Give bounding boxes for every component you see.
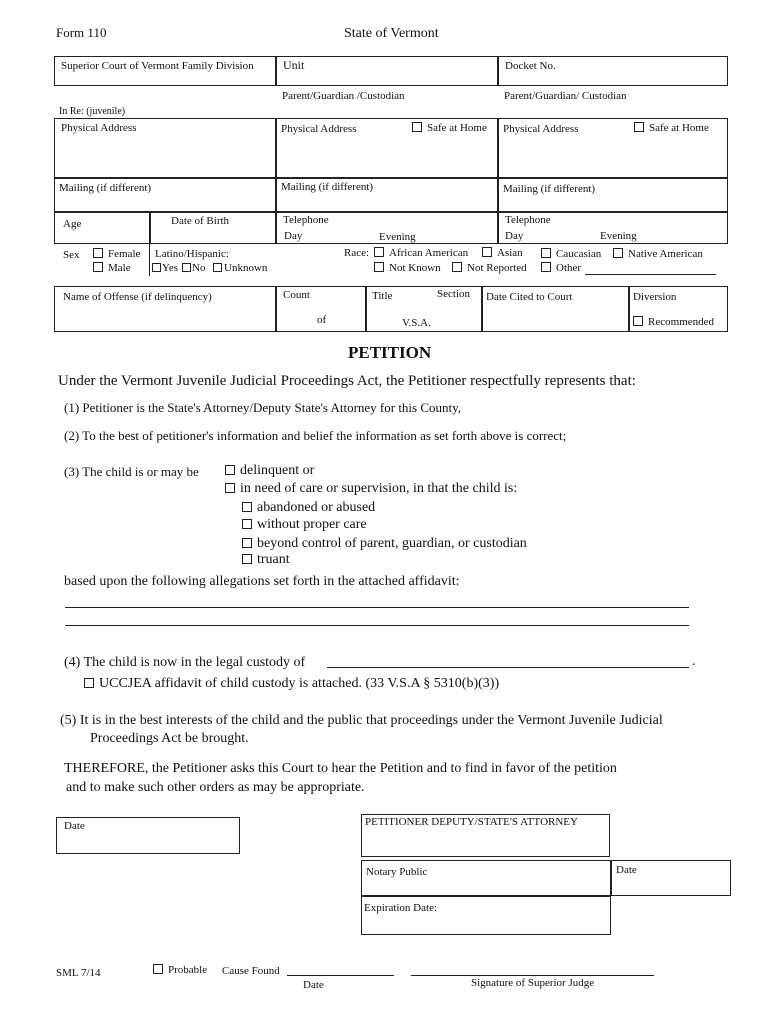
race-not-known[interactable] bbox=[374, 262, 441, 274]
petitioner-label: PETITIONER DEPUTY/STATE'S ATTORNEY bbox=[365, 816, 578, 828]
item-5-line-1: (5) It is in the best interests of the child and the public that proceedings under the Vermont Juvenile Judicial bbox=[60, 713, 663, 728]
parent2-address-cell[interactable] bbox=[498, 118, 728, 178]
checkbox-icon[interactable] bbox=[182, 263, 191, 272]
probable-label: Probable bbox=[168, 964, 208, 976]
therefore-line-2: and to make such other orders as may be appropriate. bbox=[66, 780, 365, 795]
cause-found-label: Cause Found bbox=[222, 965, 280, 977]
notary-date-box[interactable] bbox=[611, 860, 731, 896]
docket-cell[interactable] bbox=[498, 56, 728, 86]
race-not-reported[interactable] bbox=[452, 262, 527, 274]
probable-option[interactable] bbox=[153, 964, 207, 976]
judge-signature-field[interactable] bbox=[411, 975, 654, 976]
latino-label: Latino/Hispanic: bbox=[155, 248, 229, 260]
parent1-telephone-cell[interactable] bbox=[276, 212, 498, 244]
delinquent-label: delinquent or bbox=[240, 463, 315, 478]
checkbox-icon[interactable] bbox=[242, 502, 252, 512]
african-american-label: African American bbox=[389, 247, 469, 259]
parent1-address-label: Physical Address bbox=[281, 123, 357, 135]
truant-label: truant bbox=[257, 552, 290, 567]
docket-label: Docket No. bbox=[505, 60, 556, 72]
parent1-safe-at-home[interactable] bbox=[412, 122, 487, 134]
age-cell[interactable] bbox=[54, 212, 150, 244]
diversion-recommended[interactable] bbox=[633, 316, 714, 328]
allegations-text: based upon the following allegations set forth in the attached affidavit: bbox=[64, 574, 460, 589]
unknown-label: Unknown bbox=[224, 262, 268, 274]
diversion-cell[interactable] bbox=[629, 286, 728, 332]
latino-no-option[interactable] bbox=[182, 262, 205, 274]
title-label: Title bbox=[372, 290, 393, 302]
race-asian[interactable] bbox=[482, 247, 523, 259]
parent2-evening-label: Evening bbox=[600, 230, 637, 242]
checkbox-icon[interactable] bbox=[93, 248, 103, 258]
notary-box[interactable] bbox=[361, 860, 611, 896]
in-need-label: in need of care or supervision, in that the child is: bbox=[240, 481, 518, 496]
item-4: (4) The child is now in the legal custody of bbox=[64, 655, 306, 670]
age-label: Age bbox=[63, 218, 82, 230]
cause-date-label: Date bbox=[303, 979, 324, 991]
date-cited-cell[interactable] bbox=[482, 286, 629, 332]
asian-label: Asian bbox=[497, 247, 523, 259]
checkbox-icon[interactable] bbox=[152, 263, 161, 272]
dob-label: Date of Birth bbox=[171, 215, 230, 227]
parent2-telephone-cell[interactable] bbox=[498, 212, 728, 244]
parent2-day-label: Day bbox=[505, 230, 524, 242]
checkbox-icon[interactable] bbox=[541, 248, 551, 258]
unit-cell[interactable] bbox=[276, 56, 498, 86]
parent1-day-label: Day bbox=[284, 230, 303, 242]
dob-cell[interactable] bbox=[150, 212, 276, 244]
notary-date-label: Date bbox=[616, 864, 637, 876]
race-other[interactable] bbox=[541, 262, 581, 274]
parent2-mailing-label: Mailing (if different) bbox=[503, 183, 596, 195]
checkbox-icon[interactable] bbox=[412, 122, 422, 132]
latino-yes-option[interactable] bbox=[152, 262, 178, 274]
petition-intro: Under the Vermont Juvenile Judicial Proceedings Act, the Petitioner respectfully represents that: bbox=[58, 373, 636, 389]
uccjea-option[interactable] bbox=[84, 676, 499, 692]
count-cell[interactable] bbox=[276, 286, 366, 332]
checkbox-icon[interactable] bbox=[84, 678, 94, 688]
parent2-telephone-label: Telephone bbox=[505, 214, 551, 226]
cause-date-field[interactable] bbox=[287, 975, 394, 976]
juvenile-mailing-label: Mailing (if different) bbox=[59, 182, 152, 194]
item-3: (3) The child is or may be bbox=[64, 464, 199, 479]
allegations-line-1[interactable] bbox=[65, 607, 689, 608]
date-cited-label: Date Cited to Court bbox=[486, 291, 573, 303]
parent2-mailing-cell[interactable] bbox=[498, 178, 728, 212]
item-4-period: . bbox=[692, 654, 696, 669]
offense-name-cell[interactable] bbox=[54, 286, 276, 332]
parent1-evening-label: Evening bbox=[379, 231, 416, 243]
state-title: State of Vermont bbox=[344, 26, 439, 41]
court-label: Superior Court of Vermont Family Division bbox=[61, 60, 254, 72]
without-care-label: without proper care bbox=[257, 517, 367, 532]
judge-signature-label: Signature of Superior Judge bbox=[471, 977, 595, 989]
parent1-label: Parent/Guardian /Custodian bbox=[282, 90, 405, 102]
other-label: Other bbox=[556, 262, 582, 274]
safe-at-home-label: Safe at Home bbox=[649, 122, 709, 134]
uccjea-label: UCCJEA affidavit of child custody is attached. (33 V.S.A § 5310(b)(3)) bbox=[99, 676, 500, 691]
sml-code: SML 7/14 bbox=[56, 967, 101, 979]
allegations-line-2[interactable] bbox=[65, 625, 689, 626]
juvenile-address-label: Physical Address bbox=[61, 122, 137, 134]
abandoned-option[interactable] bbox=[242, 500, 375, 516]
checkbox-icon[interactable] bbox=[213, 263, 222, 272]
race-label: Race: bbox=[344, 247, 370, 259]
sex-label: Sex bbox=[63, 249, 80, 261]
title-section-cell[interactable] bbox=[366, 286, 482, 332]
parent2-label: Parent/Guardian/ Custodian bbox=[504, 90, 627, 102]
not-reported-label: Not Reported bbox=[467, 262, 527, 274]
native-american-label: Native American bbox=[628, 248, 703, 260]
expiration-label: Expiration Date: bbox=[364, 902, 438, 914]
checkbox-icon[interactable] bbox=[374, 247, 384, 257]
custody-field[interactable] bbox=[327, 667, 689, 668]
checkbox-icon[interactable] bbox=[482, 247, 492, 257]
checkbox-icon[interactable] bbox=[613, 248, 623, 258]
no-label: No bbox=[192, 262, 206, 274]
beyond-control-label: beyond control of parent, guardian, or custodian bbox=[257, 536, 527, 551]
sex-female-option[interactable] bbox=[93, 248, 140, 260]
latino-unknown-option[interactable] bbox=[213, 262, 267, 274]
court-cell[interactable] bbox=[54, 56, 276, 86]
race-caucasian[interactable] bbox=[541, 248, 601, 260]
vsa-label: V.S.A. bbox=[402, 317, 431, 329]
petition-heading: PETITION bbox=[348, 343, 432, 362]
not-known-label: Not Known bbox=[389, 262, 441, 274]
without-care-option[interactable] bbox=[242, 517, 367, 533]
item-5-line-2: Proceedings Act be brought. bbox=[90, 731, 249, 746]
diversion-label: Diversion bbox=[633, 291, 677, 303]
juvenile-mailing-cell[interactable] bbox=[54, 178, 276, 212]
item-2: (2) To the best of petitioner's information and belief the information as set forth above is correct; bbox=[64, 428, 567, 443]
delinquent-option[interactable] bbox=[225, 463, 314, 479]
in-re-label: In Re: (juvenile) bbox=[59, 106, 126, 117]
caucasian-label: Caucasian bbox=[556, 248, 602, 260]
parent1-address-cell[interactable] bbox=[276, 118, 498, 178]
item-1: (1) Petitioner is the State's Attorney/Deputy State's Attorney for this County, bbox=[64, 400, 462, 415]
juvenile-address-cell[interactable] bbox=[54, 118, 276, 178]
therefore-line-1: THEREFORE, the Petitioner asks this Court to hear the Petition and to find in favor of the petition bbox=[64, 761, 617, 776]
offense-name-label: Name of Offense (if delinquency) bbox=[63, 291, 212, 303]
parent1-mailing-cell[interactable] bbox=[276, 178, 498, 212]
beyond-control-option[interactable] bbox=[242, 536, 527, 552]
race-african-american[interactable] bbox=[374, 247, 468, 259]
checkbox-icon[interactable] bbox=[452, 262, 462, 272]
sex-male-option[interactable] bbox=[93, 262, 131, 274]
abandoned-label: abandoned or abused bbox=[257, 500, 376, 515]
date-box-label: Date bbox=[64, 820, 85, 832]
checkbox-icon[interactable] bbox=[153, 964, 163, 974]
petitioner-box[interactable] bbox=[361, 814, 610, 857]
notary-label: Notary Public bbox=[366, 866, 428, 878]
checkbox-icon[interactable] bbox=[93, 262, 103, 272]
section-label: Section bbox=[437, 288, 470, 300]
checkbox-icon[interactable] bbox=[374, 262, 384, 272]
safe-at-home-label: Safe at Home bbox=[427, 122, 487, 134]
checkbox-icon[interactable] bbox=[633, 316, 643, 326]
female-label: Female bbox=[108, 248, 141, 260]
parent2-safe-at-home[interactable] bbox=[634, 122, 709, 134]
expiration-box[interactable] bbox=[361, 896, 611, 935]
in-need-option[interactable] bbox=[225, 481, 517, 497]
checkbox-icon[interactable] bbox=[225, 465, 235, 475]
checkbox-icon[interactable] bbox=[225, 483, 235, 493]
unit-label: Unit bbox=[283, 58, 305, 72]
sex-divider bbox=[149, 244, 150, 276]
of-label: of bbox=[317, 314, 327, 326]
checkbox-icon[interactable] bbox=[541, 262, 551, 272]
checkbox-icon[interactable] bbox=[634, 122, 644, 132]
recommended-label: Recommended bbox=[648, 316, 714, 328]
parent1-telephone-label: Telephone bbox=[283, 214, 329, 226]
count-label: Count bbox=[283, 289, 310, 301]
parent1-mailing-label: Mailing (if different) bbox=[281, 181, 374, 193]
race-native-american[interactable] bbox=[613, 248, 703, 260]
truant-option[interactable] bbox=[242, 552, 290, 568]
male-label: Male bbox=[108, 262, 131, 274]
yes-label: Yes bbox=[162, 262, 179, 274]
checkbox-icon[interactable] bbox=[242, 538, 252, 548]
parent2-address-label: Physical Address bbox=[503, 123, 579, 135]
checkbox-icon[interactable] bbox=[242, 554, 252, 564]
race-other-field[interactable] bbox=[585, 274, 716, 275]
date-box[interactable] bbox=[56, 817, 240, 854]
checkbox-icon[interactable] bbox=[242, 519, 252, 529]
form-number: Form 110 bbox=[56, 25, 107, 40]
